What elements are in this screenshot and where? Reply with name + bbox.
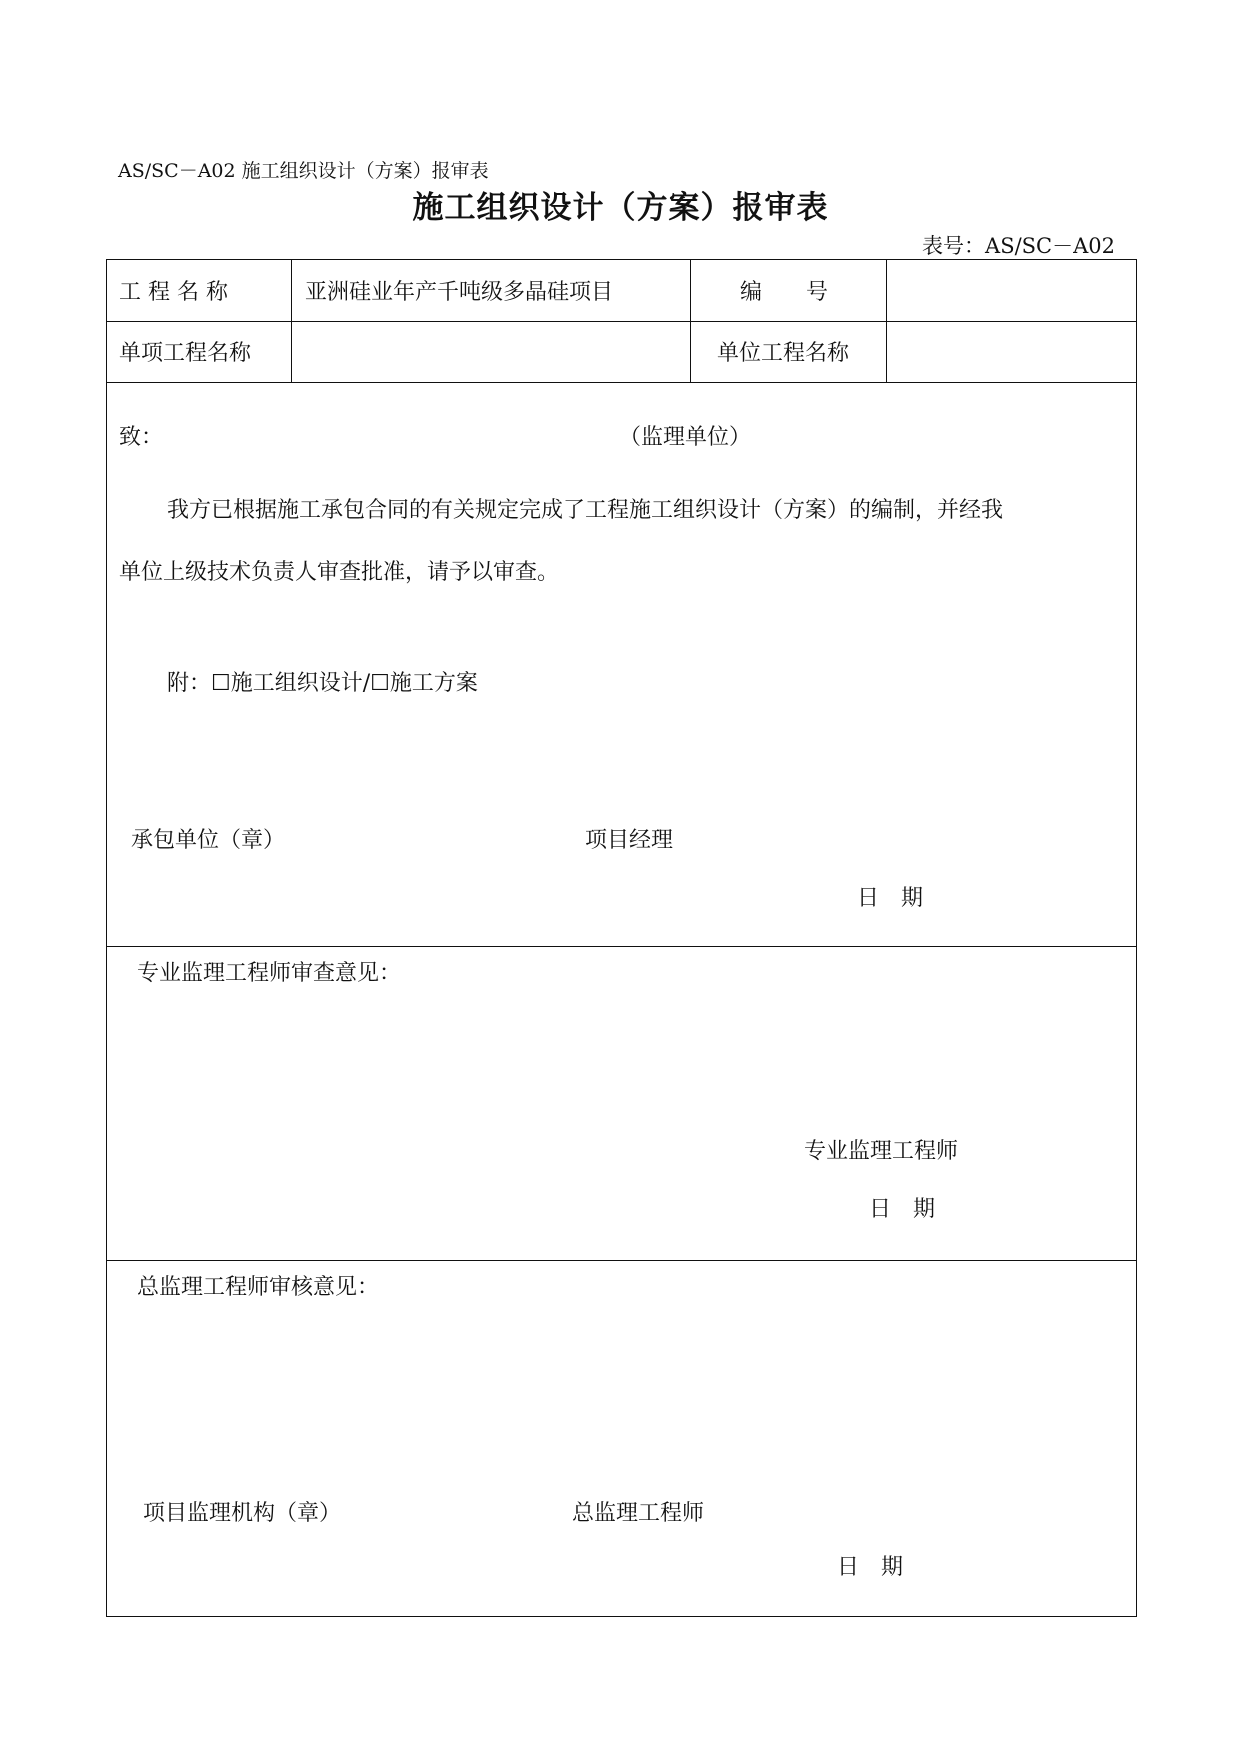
column-divider (690, 260, 691, 382)
column-divider (291, 260, 292, 382)
section-divider (107, 1260, 1136, 1261)
sub-project-field[interactable] (305, 336, 675, 366)
chief-review-heading: 总监理工程师审核意见： (137, 1275, 380, 1300)
unit-project-label: 单位工程名称 (717, 341, 850, 366)
addressee-label: 致： (119, 425, 164, 450)
form-number: 表号：AS/SC－A02 (922, 234, 1115, 258)
report-form-table (106, 259, 1137, 1617)
application-date-label: 日 期 (857, 886, 924, 911)
supervision-unit-label: （监理单位） (619, 425, 752, 450)
chief-date-label: 日 期 (837, 1555, 904, 1580)
contractor-seal-label: 承包单位（章） (131, 828, 286, 853)
specialist-review-heading: 专业监理工程师审查意见： (137, 961, 402, 986)
form-title: 施工组织设计（方案）报审表 (412, 190, 829, 226)
sub-project-label: 单项工程名称 (119, 341, 252, 366)
unit-project-field[interactable] (899, 336, 1124, 366)
specialist-engineer-label: 专业监理工程师 (804, 1139, 959, 1164)
project-manager-label: 项目经理 (585, 828, 674, 853)
row-divider (107, 321, 1136, 322)
supervision-org-seal-label: 项目监理机构（章） (143, 1501, 342, 1526)
form-code-line: AS/SC－A02 施工组织设计（方案）报审表 (118, 160, 489, 182)
column-divider (886, 260, 887, 382)
chief-engineer-label: 总监理工程师 (572, 1501, 705, 1526)
project-name-label: 工 程 名 称 (119, 280, 228, 305)
project-name-value[interactable]: 亚洲硅业年产千吨级多晶硅项目 (305, 280, 614, 305)
row-divider (107, 382, 1136, 383)
serial-number-field[interactable] (899, 275, 1124, 305)
attachment-options[interactable]: 附：☐施工组织设计/☐施工方案 (167, 671, 478, 696)
application-body-line2: 单位上级技术负责人审查批准，请予以审查。 (119, 560, 560, 585)
serial-number-label: 编 号 (740, 280, 829, 305)
specialist-date-label: 日 期 (869, 1197, 936, 1222)
section-divider (107, 946, 1136, 947)
application-body-line1: 我方已根据施工承包合同的有关规定完成了工程施工组织设计（方案）的编制，并经我 (167, 498, 1004, 523)
